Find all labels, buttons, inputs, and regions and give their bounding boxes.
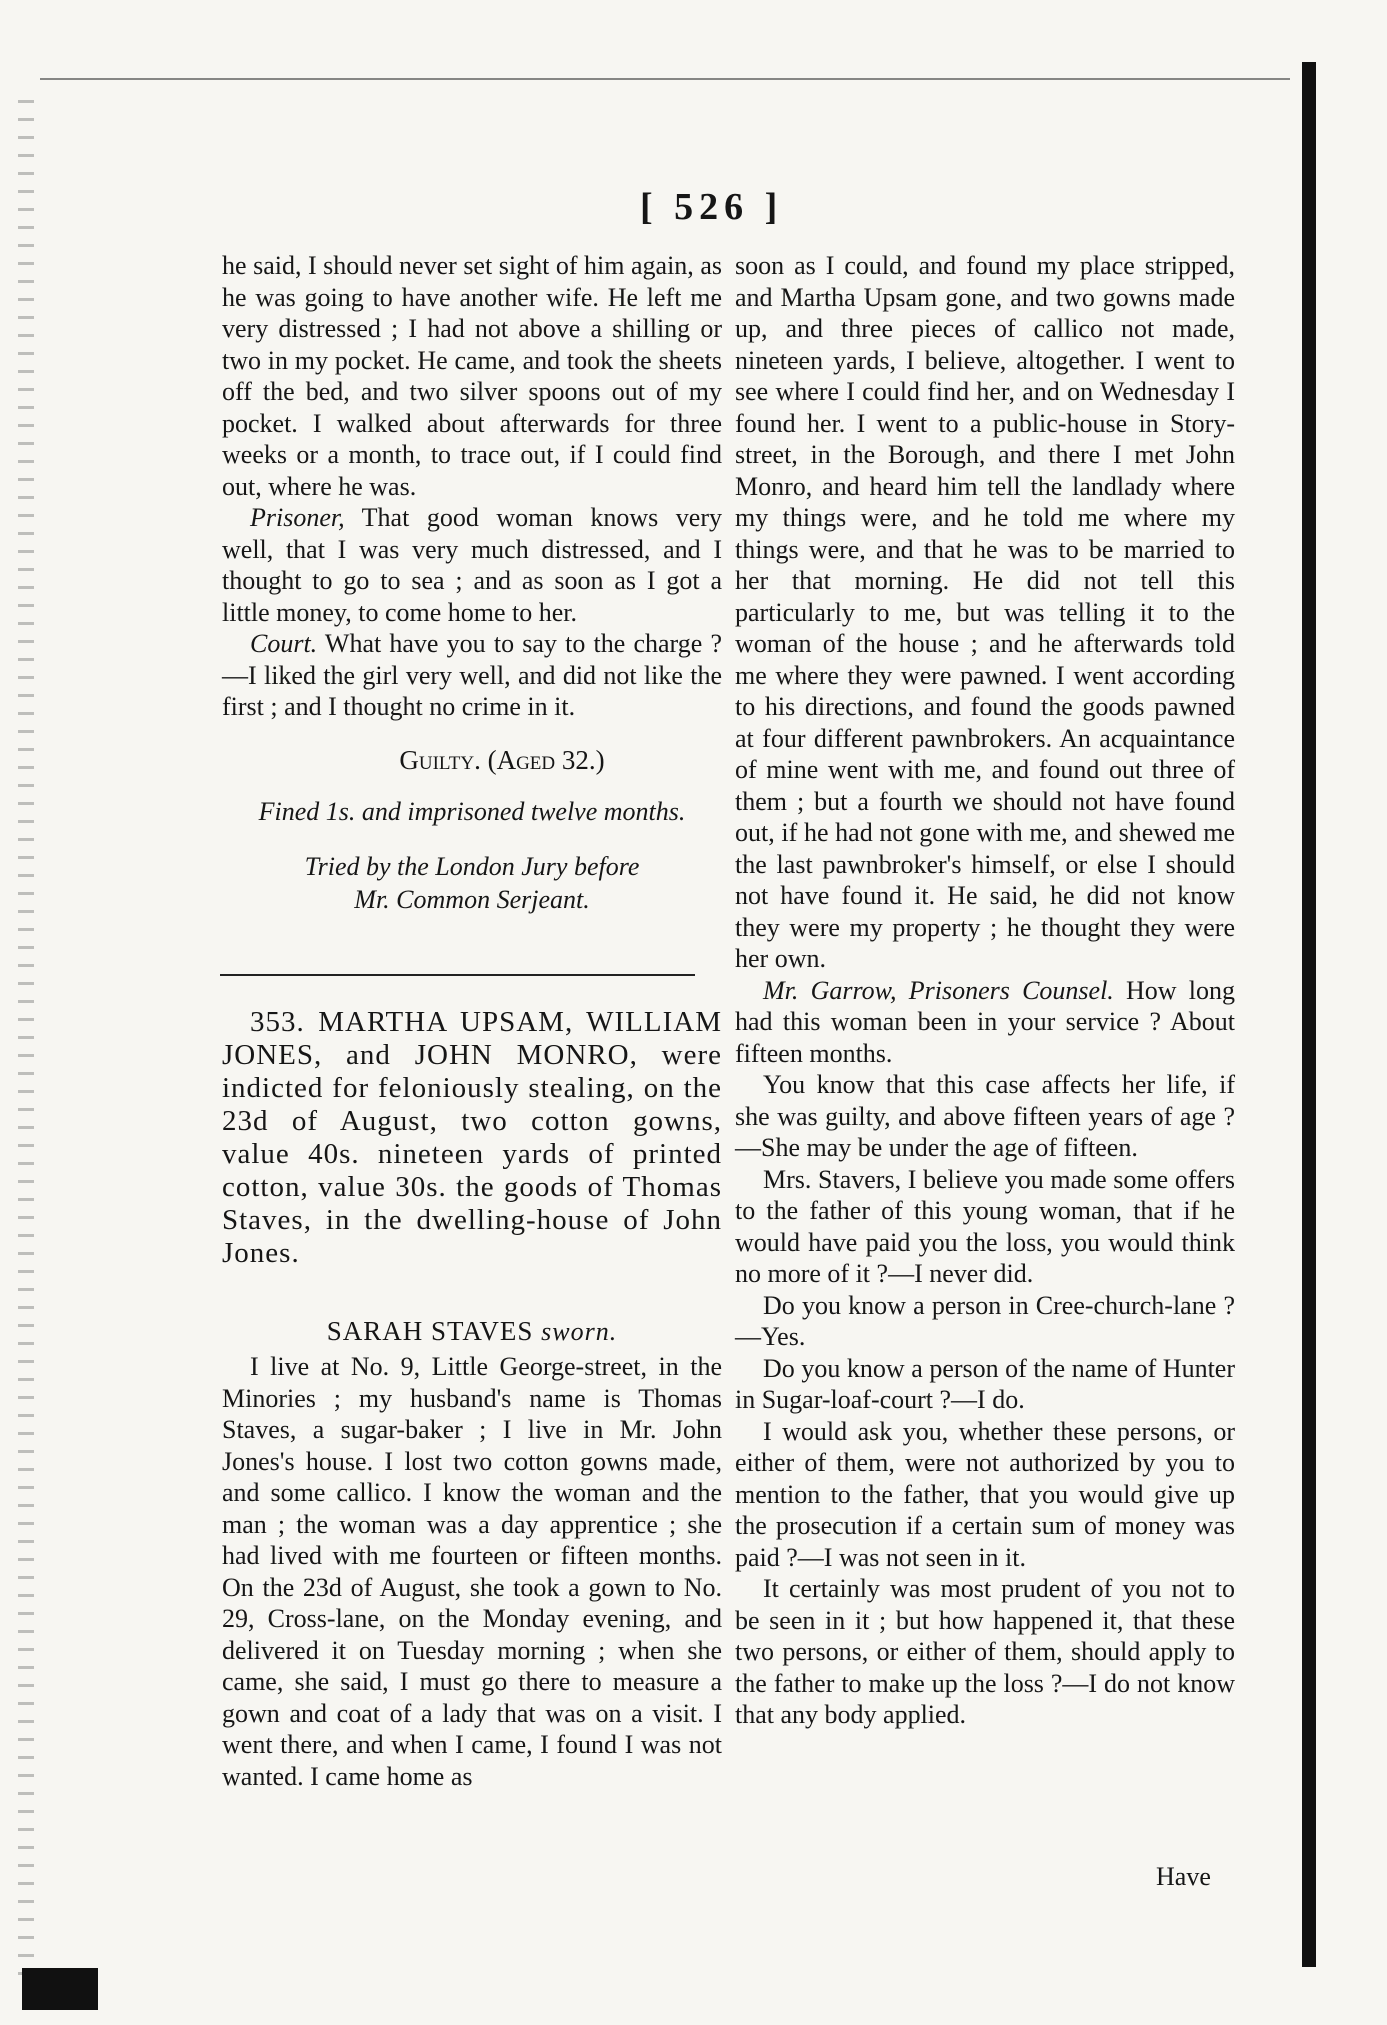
right-column [735, 250, 1235, 1731]
left-column [222, 250, 722, 1792]
catchword: Have [1156, 1862, 1211, 1891]
paragraph [735, 975, 1235, 1070]
tried-line-2: Mr. Common Serjeant. [354, 884, 590, 914]
case-paragraph [222, 1006, 722, 1270]
speaker-label: Mr. Garrow, Prisoners Counsel. [763, 975, 1114, 1005]
section-divider [220, 974, 695, 976]
paragraph: Do you know a person of the name of Hunter in Sugar-loaf-court ?—I do. [735, 1353, 1235, 1414]
paragraph: he said, I should never set sight of him again, as he was going to have another wife. He left me very distressed ; I had not above a shilling or two in my pocket. He came, and took the sheets off the bed, and two silver spoons out of my pocket. I walked about afterwards for three weeks or a month, to trace out, if I could find out, where he was. [222, 251, 722, 501]
paragraph: soon as I could, and found my place stripped, and Martha Upsam gone, and two gowns made up, and three pieces of callico not made, nineteen yards, I believe, altogether. I went to see where I could find her, and on Wednesday I found her. I went to a public-house in Story-street, in the Borough, and there I met John Monro, and heard him tell the landlady where my things were, and he told me where my things were, and that he was to be married to her that morning. He did not tell this particularly to me, but was telling it to the woman of the house ; and he afterwards told me where they were pawned. I went according to his directions, and found the goods pawned at four different pawnbrokers. An acquaintance of mine went with me, and found out three of them ; but a fourth we should not have found out, if he had not gone with me, and shewed me the last pawnbroker's himself, or else I should not have found it. He said, he did not know they were my property ; he thought they were her own. [735, 251, 1235, 973]
corner-mark [22, 1968, 98, 2010]
speaker-label: Court. [250, 629, 318, 658]
paragraph [222, 502, 722, 628]
witness-name: SARAH STAVES [326, 1315, 534, 1346]
speech: How long had this woman been in your service ? About fifteen months. [735, 975, 1235, 1068]
top-rule [40, 78, 1290, 80]
speech: What have you to say to the charge ?—I liked the girl very well, and did not like the first ; and I thought no crime in it. [222, 629, 722, 721]
page-number: [ 526 ] [640, 186, 784, 228]
paragraph: You know that this case affects her life, if she was guilty, and above fifteen years of age ?—She may be under the age of fifteen. [735, 1070, 1235, 1162]
case-heading: 353. MARTHA UPSAM, WILLIAM JONES, and JOHN MONRO, [222, 1005, 722, 1071]
witness-heading [222, 1316, 722, 1348]
witness-sworn: sworn. [541, 1316, 618, 1346]
paragraph: Mrs. Stavers, I believe you made some offers to the father of this young woman, that if he would have paid you the loss, you would think no more of it ?—I never did. [735, 1164, 1235, 1288]
paragraph: Do you know a person in Cree-church-lane ?—Yes. [735, 1290, 1235, 1351]
left-margin-marks [18, 100, 34, 1980]
binding-edge [1302, 62, 1316, 1967]
paragraph: It certainly was most prudent of you not to be seen in it ; but how happened it, that these two persons, or either of them, should apply to the father to make up the loss ?—I do not know that any body applied. [735, 1574, 1235, 1729]
paragraph: I would ask you, whether these persons, or either of them, were not authorized by you to mention to the father, that you would give up the prosecution if a certain sum of money was paid ?—I was not seen in it. [735, 1416, 1235, 1572]
verdict: Guilty. (Aged 32.) [399, 744, 605, 775]
speaker-label: Prisoner, [250, 503, 345, 532]
speech: That good woman knows very well, that I was very much distressed, and I thought to go to sea ; and as soon as I got a little money, to come home to her. [222, 503, 722, 627]
case-body: were indicted for feloniously stealing, on the 23d of August, two cotton gowns, value 40s. nineteen yards of printed cotton, value 30s. the goods of Thomas Staves, in the dwelling-house of John Jones. [222, 1038, 722, 1269]
sentence: Fined 1s. and imprisoned twelve months. [258, 797, 686, 826]
testimony: I live at No. 9, Little George-street, in the Minories ; my husband's name is Thomas Staves, a sugar-baker ; I live in Mr. John Jones's house. I lost two cotton gowns made, and some callico. I know the woman and the man ; the woman was a day apprentice ; she had lived with me fourteen or fifteen months. On the 23d of August, she took a gown to No. 29, Cross-lane, on the Monday evening, and delivered it on Tuesday morning ; when she came, she said, I must go there to measure a gown and coat of a lady that was on a visit. I went there, and when I came, I found I was not wanted. I came home as [222, 1352, 722, 1791]
paragraph [222, 628, 722, 723]
tried-line-1: Tried by the London Jury before [304, 851, 640, 881]
